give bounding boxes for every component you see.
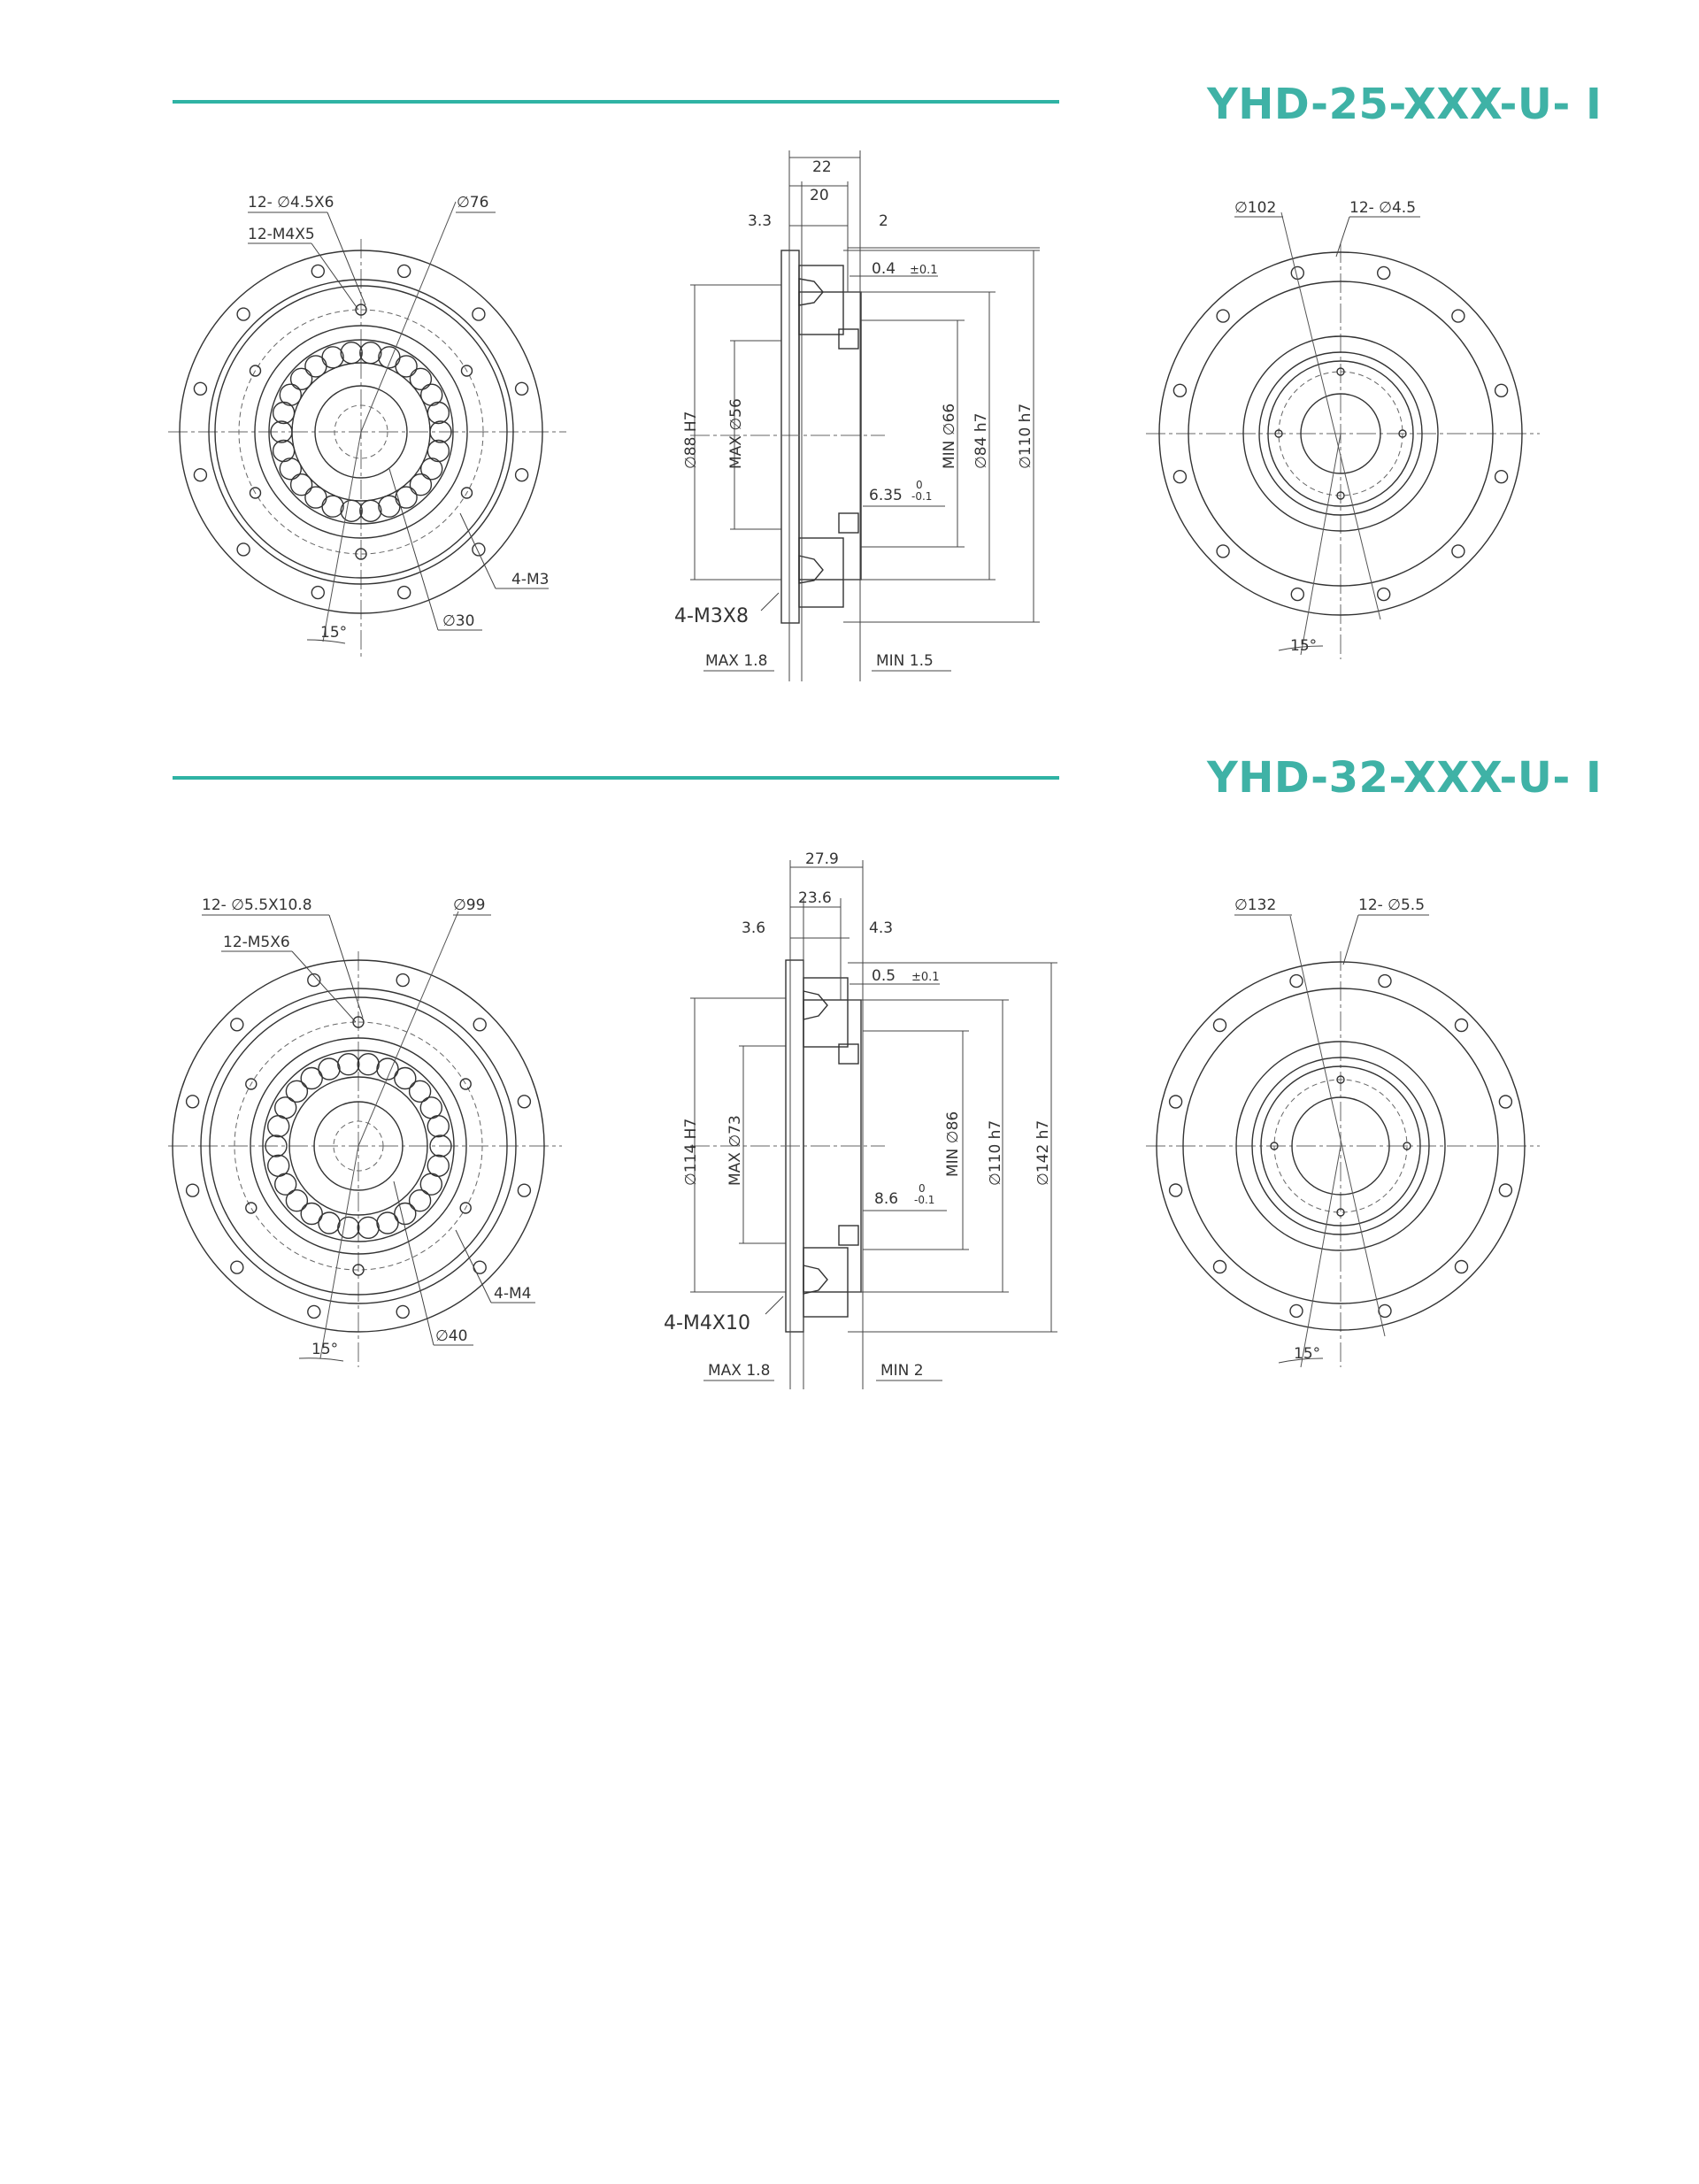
mount-hole [1452,545,1465,558]
side-1-d5: ∅110 h7 [1017,403,1034,469]
section-2-title: YHD-32-XXX-U- I [1207,753,1603,803]
side-2-w-inner: 23.6 [798,889,832,907]
mount-hole [1378,266,1390,279]
front-1-holes-label: 12- ∅4.5X6 [248,194,334,211]
side-2-depth-tol-u: 0 [919,1182,926,1195]
section-2-side-view [664,850,1057,1389]
front-1-bore-label: ∅30 [442,612,475,630]
back-1-outer-label: ∅102 [1234,199,1277,217]
front-1-angle-label: 15° [320,624,348,642]
roller-element [410,1080,431,1102]
roller-element [379,347,400,368]
roller-element [427,1116,449,1137]
front-2-bore-label: ∅40 [435,1327,468,1345]
mount-hole [1217,310,1229,322]
front-2-holes-label: 12- ∅5.5X10.8 [202,896,312,914]
roller-element [410,474,431,496]
front-1-outer-label: ∅76 [457,194,489,211]
mount-hole [1173,471,1186,483]
side-2-gap-tol: ±0.1 [911,971,940,984]
roller-element [421,458,442,480]
side-2-d1: ∅114 H7 [682,1118,700,1186]
mount-hole [231,1261,243,1273]
roller-element [341,342,362,364]
mount-hole [237,308,250,320]
side-2-tap: 4-M4X10 [664,1312,750,1334]
mount-hole [1290,1304,1303,1317]
roller-element [286,1190,307,1211]
section-1-title: YHD-25-XXX-U- I [1207,80,1603,129]
mount-hole [398,265,411,277]
side-1-d2: MAX ∅56 [727,398,745,469]
back-2-holes-label: 12- ∅5.5 [1358,896,1426,914]
side-1-tap: 4-M3X8 [674,605,749,627]
mount-hole [516,469,528,481]
mount-hole [1378,588,1390,601]
side-1-max: MAX 1.8 [705,652,768,670]
mount-hole [1291,588,1303,601]
mount-hole [194,469,206,481]
mount-hole [473,543,485,556]
mount-hole [231,1019,243,1031]
roller-element [410,368,431,389]
side-2-min: MIN 2 [880,1362,924,1380]
side-2-gap: 0.5 [872,967,896,985]
side-2-depth-tol-l: -0.1 [914,1194,935,1206]
mount-hole [237,543,250,556]
side-1-d3: MIN ∅66 [941,403,958,469]
roller-element [273,441,295,462]
mount-hole [1214,1261,1226,1273]
side-1-depth: 6.35 [869,487,903,504]
section-2-front-view [168,896,562,1367]
mount-hole [516,382,528,395]
mount-hole [473,1261,486,1273]
mount-hole [518,1096,530,1108]
mount-hole [1499,1184,1511,1196]
mount-hole [1170,1096,1182,1108]
roller-element [268,1155,289,1176]
side-2-w-total: 27.9 [805,850,839,868]
front-2-outer-label: ∅99 [453,896,486,914]
section-1-side-view [674,150,1040,681]
mount-hole [396,974,409,987]
mount-hole [1170,1184,1182,1196]
roller-element [360,500,381,521]
side-1-gap: 0.4 [872,260,896,278]
side-1-w-right: 2 [879,212,888,230]
mount-hole [1173,384,1186,396]
mount-hole [1495,471,1508,483]
roller-element [291,474,312,496]
mount-hole [473,308,485,320]
roller-element [396,487,417,508]
roller-element [427,403,449,424]
mount-hole [311,265,324,277]
roller-element [275,1097,296,1119]
side-1-min: MIN 1.5 [876,652,934,670]
mount-hole [1499,1096,1511,1108]
section-2-back-view [1146,896,1540,1367]
roller-element [280,384,301,405]
section-1-back-view [1146,199,1540,659]
side-1-d1: ∅88 H7 [682,411,700,469]
roller-element [360,342,381,364]
side-2-w-right: 4.3 [869,919,894,937]
roller-element [322,347,343,368]
roller-element [319,1058,340,1080]
side-1-gap-tol: ±0.1 [910,264,938,277]
mount-hole [1456,1261,1468,1273]
mount-hole [187,1184,199,1196]
roller-element [338,1054,359,1075]
side-2-d5: ∅142 h7 [1034,1119,1052,1186]
mount-hole [1214,1019,1226,1032]
section-1-front-view [168,194,566,659]
front-2-taps-label: 12-M5X6 [223,934,290,951]
mount-hole [187,1096,199,1108]
roller-element [305,356,327,377]
mount-hole [1456,1019,1468,1032]
back-2-angle-label: 15° [1294,1345,1321,1363]
mount-hole [1379,975,1391,988]
side-2-max: MAX 1.8 [708,1362,771,1380]
side-1-w-total: 22 [812,158,832,176]
tap-hole [246,1203,257,1213]
side-1-depth-tol-u: 0 [916,479,923,491]
roller-element [338,1217,359,1238]
roller-element [341,500,362,521]
side-1-d4: ∅84 h7 [973,412,990,469]
mount-hole [473,1019,486,1031]
roller-element [396,356,417,377]
roller-element [379,496,400,517]
front-1-taps-label: 12-M4X5 [248,226,315,243]
mount-hole [1290,975,1303,988]
back-1-angle-label: 15° [1290,637,1318,655]
roller-element [301,1204,322,1225]
front-2-tap-label: 4-M4 [494,1285,532,1303]
back-1-holes-label: 12- ∅4.5 [1349,199,1417,217]
front-2-angle-label: 15° [311,1341,339,1358]
roller-element [305,487,327,508]
side-1-depth-tol-l: -0.1 [911,490,933,503]
roller-element [357,1054,379,1075]
side-2-d2: MAX ∅73 [726,1115,744,1186]
roller-element [322,496,343,517]
mount-hole [1217,545,1229,558]
mount-hole [518,1184,530,1196]
mount-hole [398,587,411,599]
mount-hole [311,587,324,599]
side-1-w-inner: 20 [810,187,829,204]
side-2-depth: 8.6 [874,1190,899,1208]
mount-hole [396,1305,409,1318]
side-2-d3: MIN ∅86 [944,1111,962,1177]
roller-element [395,1068,416,1089]
roller-element [420,1173,442,1195]
mount-hole [1495,384,1508,396]
side-2-d4: ∅110 h7 [987,1119,1004,1186]
roller-element [357,1217,379,1238]
back-2-outer-label: ∅132 [1234,896,1277,914]
side-1-w-left: 3.3 [748,212,773,230]
mount-hole [194,382,206,395]
roller-element [291,368,312,389]
roller-element [377,1212,398,1234]
roller-element [410,1190,431,1211]
side-2-w-left: 3.6 [742,919,766,937]
roller-element [286,1080,307,1102]
mount-hole [308,1305,320,1318]
front-1-tap-label: 4-M3 [511,571,550,588]
mount-hole [1452,310,1465,322]
